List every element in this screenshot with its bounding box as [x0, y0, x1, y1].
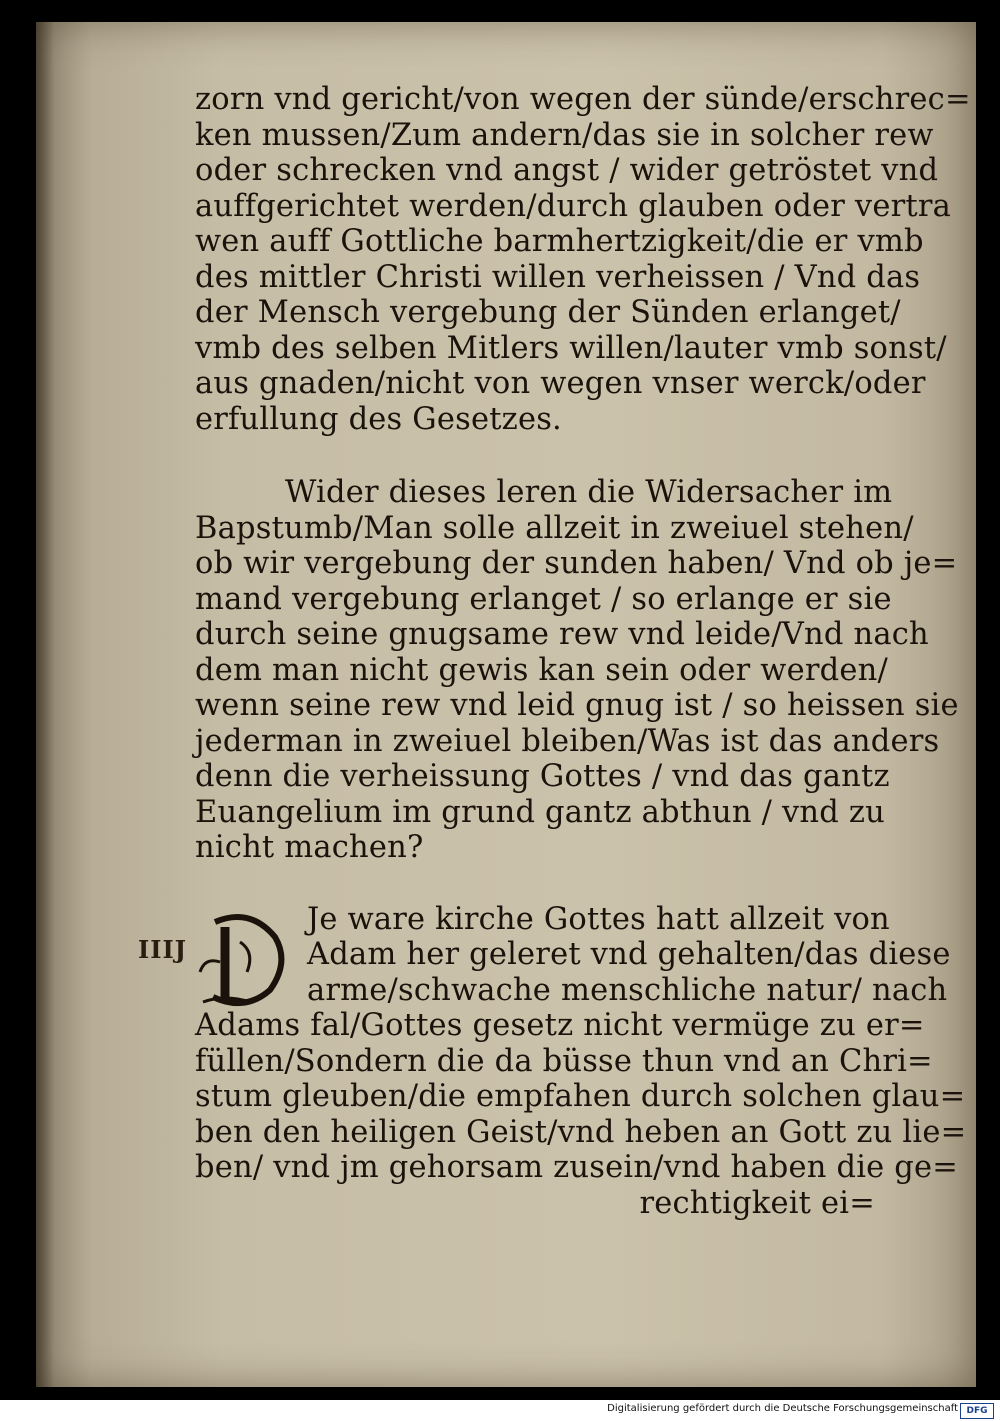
text-line: zorn vnd gericht/von wegen der sünde/erschrec=: [195, 82, 971, 117]
paragraph-2: [195, 475, 959, 866]
text-line: jederman in zweiuel bleiben/Was ist das anders: [195, 723, 940, 759]
text-line: Adam her geleret vnd gehalten/das diese: [307, 937, 951, 972]
text-line: erfullung des Gesetzes.: [195, 401, 562, 437]
text-line: auffgerichtet werden/durch glauben oder vertra: [195, 188, 952, 224]
text-line: Je ware kirche Gottes hatt allzeit von: [307, 901, 890, 937]
text-line: denn die verheissung Gottes / vnd das gantz: [195, 759, 890, 794]
paragraph-3: [195, 901, 967, 1186]
text-line: stum gleuben/die empfahen durch solchen glau=: [195, 1079, 966, 1114]
text-line: dem man nicht gewis kan sein oder werden/: [195, 652, 888, 688]
footer-credit: Digitalisierung gefördert durch die Deutsche Forschungsgemeinschaft: [607, 1403, 958, 1414]
page-text: [195, 82, 971, 1221]
footer-bar: [0, 1400, 1000, 1421]
paragraph-1: [195, 82, 971, 437]
decorative-initial-d: [195, 902, 295, 1012]
text-line: des mittler Christi willen verheissen / Vnd das: [195, 259, 921, 295]
text-line: Bapstumb/Man solle allzeit in zweiuel stehen/: [195, 510, 914, 546]
text-line: ken mussen/Zum andern/das sie in solcher rew: [195, 117, 934, 153]
text-line: Euangelium im grund gantz abthun / vnd zu: [195, 794, 885, 830]
text-line: ben den heiligen Geist/vnd heben an Gott zu lie=: [195, 1114, 967, 1150]
text-line: durch seine gnugsame rew vnd leide/Vnd nach: [195, 617, 929, 652]
page-gutter-shadow: [36, 22, 54, 1387]
text-line: nicht machen?: [195, 830, 424, 865]
text-line: wenn seine rew vnd leid gnug ist / so heissen sie: [195, 688, 959, 723]
text-line: mand vergebung erlanget / so erlange er sie: [195, 581, 892, 617]
text-line: oder schrecken vnd angst / wider getröstet vnd: [195, 153, 939, 188]
text-line: vmb des selben Mitlers willen/lauter vmb sonst/: [195, 330, 947, 366]
text-line: arme/schwache menschliche natur/ nach: [307, 972, 948, 1008]
text-line: aus gnaden/nicht von wegen vnser werck/oder: [195, 366, 926, 401]
text-line: ben/ vnd jm gehorsam zusein/vnd haben die ge=: [195, 1150, 959, 1185]
text-line: ob wir vergebung der sunden haben/ Vnd ob je=: [195, 546, 958, 581]
marginal-note: IIIJ: [138, 935, 188, 964]
dfg-logo: DFG: [960, 1403, 994, 1419]
text-line: Adams fal/Gottes gesetz nicht vermüge zu er=: [195, 1008, 925, 1043]
text-line: der Mensch vergebung der Sünden erlanget/: [195, 295, 901, 330]
catchword: rechtigkeit ei=: [639, 1185, 875, 1221]
text-line: füllen/Sondern die da büsse thun vnd an Chri=: [195, 1043, 933, 1079]
text-line: Wider dieses leren die Widersacher im: [285, 475, 893, 510]
text-line: wen auff Gottliche barmhertzigkeit/die er vmb: [195, 224, 924, 259]
